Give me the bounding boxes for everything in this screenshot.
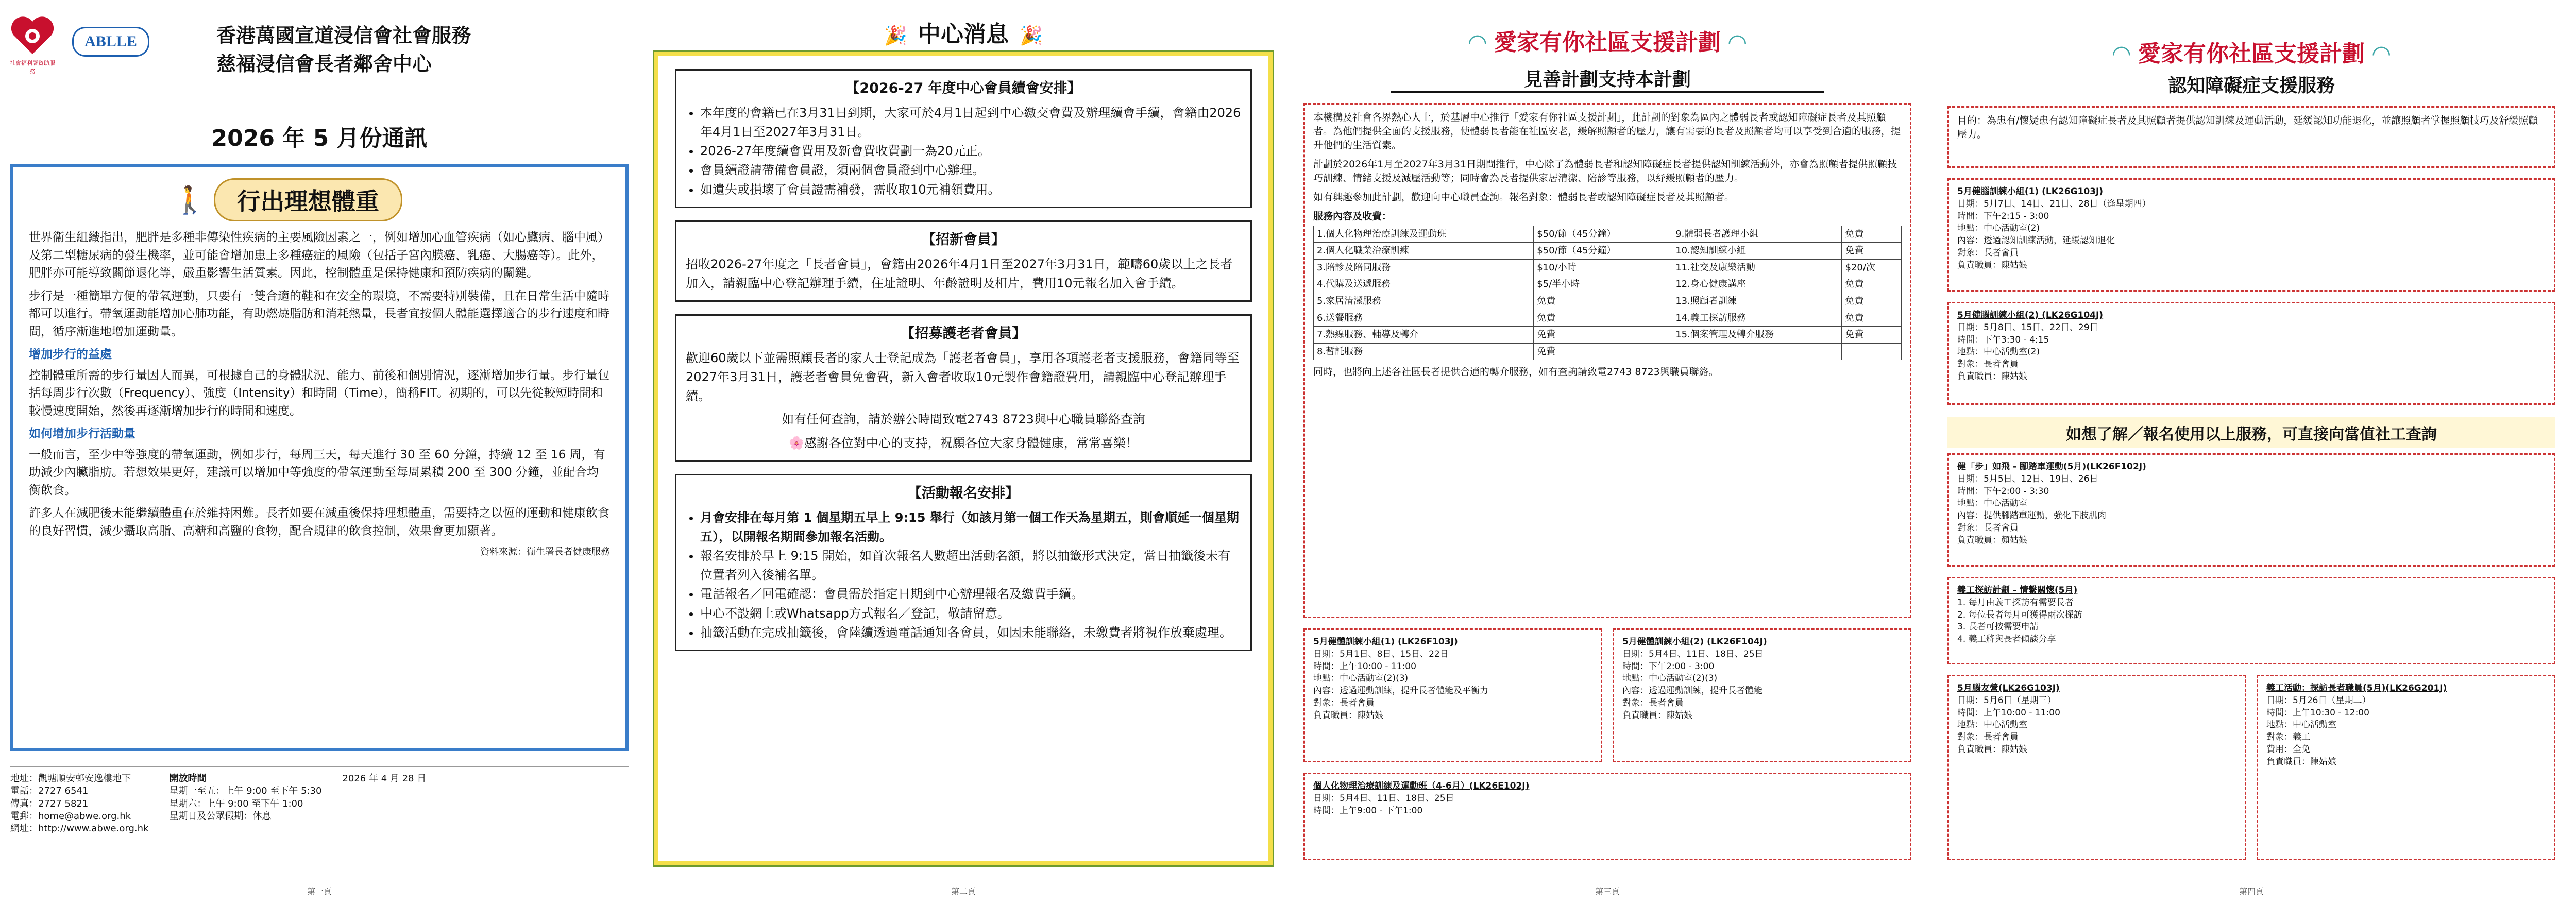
card-title: 健「步」如飛 - 腳踏車運動(5月)(LK26F102J): [1957, 462, 2146, 472]
page-3: [1288, 0, 1927, 904]
services-table-cell: 1.個人化物理治療訓練及運動班: [1314, 226, 1534, 243]
services-table-cell: $5/半小時: [1534, 276, 1672, 293]
card-line: 負責職員：陳姑娘: [1957, 371, 2027, 382]
news-item: • 月會安排在每月第 1 個星期五早上 9:15 舉行（如該月第一個工作天為星期五，則會順延一個星期五），以開報名期間參加報名活動。: [700, 508, 1241, 547]
card-line: 時間：上午10:00 - 11:00: [1957, 707, 2060, 718]
rainbow-icon: ◠: [1728, 29, 1747, 56]
services-table-cell: [1842, 343, 1902, 360]
news-section: [675, 220, 1252, 302]
article-paragraph: 控制體重所需的步行量因人而異，可根據自己的身體狀況、能力、前後和個別情況，逐漸增加步行量。步行量包括每周步行次數（Frequency）、強度（Intensity）和時間（Time），簡稱FIT。初期的，可以先從較短時間和較慢速度開始，然後再逐漸增加步行的時間和速度。: [29, 368, 609, 418]
card-line: 時間：下午2:00 - 3:30: [1957, 486, 2049, 497]
services-table-cell: 4.代購及送遞服務: [1314, 276, 1534, 293]
table-title: 服務內容及收費：: [1313, 210, 1392, 222]
card-line: 地點：中心活動室: [2266, 720, 2336, 730]
card-line: 負責職員：陳姑娘: [1313, 710, 1383, 721]
page-2: [644, 0, 1283, 904]
services-table-row: [1314, 226, 1902, 243]
services-table-cell: 10.認知訓練小組: [1672, 243, 1842, 260]
services-table-cell: $20/次: [1842, 259, 1902, 276]
article-paragraph: 許多人在減肥後未能繼續體重在於維持困難。長者如要在減重後保持理想體重，需要持之以恆的運動和健康飲食的良好習慣，減少攝取高脂、高糖和高鹽的食物，配合規律的飲食控制，效果會更加顯著。: [29, 506, 609, 538]
services-table-cell: $50/節（45分鐘）: [1534, 243, 1672, 260]
card-line: 日期：5月4日、11日、18日、25日: [1313, 793, 1454, 804]
address-line: 地址：觀塘順安邨安逸樓地下: [10, 773, 131, 784]
card-line: 地點：中心活動室(2)(3): [1622, 673, 1718, 684]
open-hours: [169, 773, 321, 835]
services-table-cell: 免費: [1842, 226, 1902, 243]
table-note: 同時，也將向上述各社區長者提供合適的轉介服務，如有查詢請致電2743 8723與職員聯絡。: [1313, 366, 1719, 378]
services-table-cell: 2.個人化職業治療訓練: [1314, 243, 1534, 260]
card-line: 日期：5月7日、14日、21日、28日（逢星期四）: [1957, 198, 2151, 209]
activity-card: [1303, 773, 1911, 860]
card-line: 費用：全免: [2266, 744, 2310, 755]
intro-box: 目的：為患有/懷疑患有認知障礙症長者及其照顧者提供認知訓練及運動活動，延緩認知功能退化，並讓照顧者掌握照顧技巧及舒緩照顧壓力。: [1947, 106, 2555, 168]
rainbow-icon: ◠: [2372, 41, 2391, 67]
firework-icon: 🎉: [884, 25, 907, 46]
services-table-cell: 免費: [1842, 276, 1902, 293]
card-title: 義工活動：探訪長者職員(5月)(LK26G201J): [2266, 683, 2447, 693]
logo-caption: 社會福利署資助服務: [10, 60, 55, 75]
card-line: 對象：義工: [2266, 732, 2310, 743]
contact-block: [10, 766, 629, 835]
services-table-cell: 5.家居清潔服務: [1314, 293, 1534, 310]
services-table-cell: 6.送餐服務: [1314, 310, 1534, 327]
services-table-cell: 13.照顧者訓練: [1672, 293, 1842, 310]
page-number: 第二頁: [951, 886, 976, 896]
card-line: 負責職員：陳姑娘: [1957, 744, 2027, 755]
news-section: [675, 474, 1252, 651]
page3-header: [1288, 24, 1927, 57]
issue-date: 2026 年 4 月 28 日: [342, 773, 427, 784]
activity-card: [1613, 628, 1911, 762]
services-table-cell: 15.個案管理及轉介服務: [1672, 327, 1842, 344]
article-source: 資料來源：衞生署長者健康服務: [480, 547, 610, 557]
news-section-title: 【招新會員】: [922, 231, 1005, 248]
address-line: 網址：http://www.abwe.org.hk: [10, 823, 149, 834]
open-hours-line: 星期日及公眾假期：休息: [169, 810, 272, 822]
card-line: 負責職員：顏姑娘: [1957, 535, 2027, 545]
activity-card: [1303, 628, 1602, 762]
services-table-cell: 7.熱線服務、輔導及轉介: [1314, 327, 1534, 344]
services-table-cell: 免費: [1534, 293, 1672, 310]
news-item: • 中心不設網上或Whatsapp方式報名／登記，敬請留意。: [700, 604, 1241, 623]
card-title: 個人化物理治療訓練及運動班（4-6月）(LK26E102J): [1313, 781, 1530, 791]
org-name: [216, 22, 471, 78]
notice-banner: 如想了解／報名使用以上服務，可直接向當值社工查詢: [1947, 417, 2555, 448]
news-item: • 抽籤活動在完成抽籤後，會陸續透過電話通知各會員，如因未能聯絡，未繳費者將視作放棄處理。: [700, 623, 1241, 642]
card-line: 內容：提供腳踏車運動，強化下肢肌肉: [1957, 510, 2106, 521]
card-line: 日期：5月1日、8日、15日、22日: [1313, 649, 1449, 659]
card-line: 地點：中心活動室(2): [1957, 223, 2040, 234]
article-subheading: 增加步行的益處: [29, 348, 112, 361]
services-table-row: [1314, 327, 1902, 344]
card-title: 5月健腦訓練小組(1) (LK26G103J): [1957, 186, 2104, 197]
services-table-row: [1314, 243, 1902, 260]
services-table-cell: $10/小時: [1534, 259, 1672, 276]
services-table-cell: 12.身心健康講座: [1672, 276, 1842, 293]
article-paragraph: 步行是一種簡單方便的帶氧運動，只要有一雙合適的鞋和在安全的環境，不需要特別裝備，且在日常生活中隨時都可以進行。帶氧運動能增加心肺功能，有助燃燒脂肪和消耗熱量，長者宜按個人體能選擇適合的步行速度和時間，循序漸進地增加運動量。: [29, 289, 609, 338]
open-hours-title: 開放時間: [169, 773, 207, 784]
card-line: 對象：長者會員: [1957, 359, 2019, 370]
news-item: • 如遺失或損壞了會員證需補發，需收取10元補領費用。: [700, 180, 1241, 199]
activity-card: [1947, 178, 2555, 292]
article-box: [10, 164, 629, 751]
card-line: 對象：長者會員: [1957, 732, 2019, 743]
page2-title-bar: [840, 15, 1087, 48]
card-line: 時間：下午2:15 - 3:00: [1957, 211, 2049, 221]
walking-icon: 🚶: [173, 184, 207, 216]
page-4: [1932, 0, 2571, 904]
services-table-row: [1314, 310, 1902, 327]
services-table-cell: 免費: [1842, 243, 1902, 260]
org-name-2: 慈褔浸信會長者鄰舍中心: [216, 53, 432, 76]
activity-card: [2257, 675, 2555, 860]
news-item: • 本年度的會籍已在3月31日到期，大家可於4月1日起到中心繳交會費及辦理續會手續，會籍由2026年4月1日至2027年3月31日。: [700, 104, 1241, 142]
card-title: 5月健體訓練小組(2) (LK26F104J): [1622, 637, 1767, 647]
services-table-cell: 8.暫託服務: [1314, 343, 1534, 360]
news-frame: [654, 52, 1273, 865]
card-line: 內容：透過認知訓練活動，延緩認知退化: [1957, 235, 2115, 246]
services-table-cell: [1672, 343, 1842, 360]
services-table-row: [1314, 259, 1902, 276]
news-section: [675, 69, 1252, 208]
card-line: 內容：透過運動訓練，提升長者體能: [1622, 686, 1762, 696]
card-line: 負責職員：陳姑娘: [2266, 756, 2336, 767]
card-line: 日期：5月8日、15日、22日、29日: [1957, 322, 2098, 333]
services-table-cell: 3.陪診及陪同服務: [1314, 259, 1534, 276]
card-line: 對象：長者會員: [1957, 247, 2019, 258]
card-title: 5月腦友營(LK26G103J): [1957, 683, 2060, 693]
ablle-logo-text: ABLLE: [84, 33, 137, 50]
card-line: 負責職員：陳姑娘: [1957, 260, 2027, 270]
ablle-logo: [72, 27, 149, 57]
card-line: 3. 長者可按需要申請: [1957, 622, 2039, 633]
newsletter-title: 2026 年 5 月份通訊: [211, 125, 428, 151]
card-line: 對象：長者會員: [1313, 697, 1375, 708]
page4-header-text: 愛家有你社區支援計劃: [2138, 41, 2365, 67]
flower-icon: 🌸: [789, 435, 804, 450]
news-body: 歡迎60歲以下並需照顧長者的家人士登記成為「護老者會員」，享用各項護老者支援服務，會籍同等至2027年3月31日，護老者會員免會費，新入會者收取10元製作會籍證費用，請親臨中心登記辦理手續。: [686, 350, 1240, 404]
firework-icon: 🎉: [1020, 25, 1043, 46]
card-line: 地點：中心活動室(2): [1957, 347, 2040, 357]
program-intro: [1303, 103, 1911, 618]
article-subheading: 如何增加步行活動量: [29, 427, 135, 440]
card-line: 日期：5月26日（星期二）: [2266, 695, 2371, 706]
news-section-title: 【招募護老者會員】: [901, 326, 1026, 342]
open-hours-line: 星期六：上午 9:00 至下午 1:00: [169, 798, 303, 809]
card-line: 日期：5月5日、12日、19日、26日: [1957, 473, 2098, 484]
address-list: [10, 773, 148, 835]
card-title: 5月健體訓練小組(1) (LK26F103J): [1313, 637, 1458, 647]
card-line: 內容：透過運動訓練，提升長者體能及平衡力: [1313, 686, 1488, 696]
news-section: [675, 314, 1252, 462]
services-table-cell: 免費: [1842, 327, 1902, 344]
news-body: 招收2026-27年度之「長者會員」，會籍由2026年4月1日至2027年3月31日，範疇60歲以上之長者加入，請親臨中心登記辦理手續，住址證明、年齡證明及相片，費用10元報名加入會手續。: [686, 257, 1233, 291]
page-1: [0, 0, 639, 904]
rainbow-icon: ◠: [2112, 41, 2130, 67]
news-item: • 報名安排於早上 9:15 開始，如首次報名人數超出活動名額，將以抽籤形式決定，當日抽籤後未有位置者列入後補名單。: [700, 547, 1241, 585]
address-line: 電話：2727 6541: [10, 786, 89, 797]
open-hours-line: 星期一至五：上午 9:00 至下午 5:30: [169, 786, 322, 797]
services-table-cell: 11.社交及康樂活動: [1672, 259, 1842, 276]
services-table-row: [1314, 343, 1902, 360]
card-line: 時間：上午10:00 - 11:00: [1313, 661, 1416, 672]
org-logo: [9, 15, 56, 75]
news-body: 如有任何查詢，請於辦公時間致電2743 8723與中心職員聯絡查詢: [782, 412, 1145, 427]
card-line: 時間：下午2:00 - 3:00: [1622, 661, 1715, 672]
page-number: 第四頁: [2239, 886, 2264, 896]
services-table-cell: $50/節（45分鐘）: [1534, 226, 1672, 243]
page-number: 第一頁: [307, 886, 332, 896]
card-line: 2. 每位長者每月可獲得兩次探訪: [1957, 609, 2082, 620]
article-paragraph: 世界衞生組織指出，肥胖是多種非傳染性疾病的主要風險因素之一，例如增加心血管疾病（如心臟病、腦中風）及第二型糖尿病的發生機率，並可能會增加患上多種癌症的風險（包括子宮內膜癌、乳癌、大腸癌等）。此外，肥胖亦可能導致關節退化等，嚴重影響生活質素。因此，控制體重是保持健康和預防疾病的關鍵。: [29, 231, 609, 280]
page3-subtitle: 見善計劃支持本計劃: [1391, 65, 1824, 93]
card-line: 時間：上午9:00 - 下午1:00: [1313, 805, 1423, 816]
page2-title: 中心消息: [918, 21, 1009, 47]
page4-header: [1932, 35, 2571, 68]
article-paragraph: 一般而言，至少中等強度的帶氧運動，例如步行，每周三天，每天進行 30 至 60 分鐘，持續 12 至 16 周，有助減少內臟脂肪。若想效果更好，建議可以增加中等強度的帶氧運動至每周累積 200 至 300 分鐘，並配合均衡飲食。: [29, 448, 605, 497]
card-line: 時間：下午3:30 - 4:15: [1957, 334, 2049, 345]
card-line: 負責職員：陳姑娘: [1622, 710, 1692, 721]
address-line: 電郵：home@abwe.org.hk: [10, 810, 131, 822]
news-section-title: 【活動報名安排】: [908, 485, 1019, 501]
article-heading: [173, 178, 610, 221]
services-table: [1313, 226, 1902, 360]
intro-text: 如有興趣參加此計劃，歡迎向中心職員查詢。報名對象：體弱長者或認知障礙症長者及其照顧者。: [1313, 191, 1735, 203]
card-line: 對象：長者會員: [1957, 522, 2019, 533]
heart-logo-icon: [9, 15, 56, 57]
card-line: 1. 每月由義工探訪有需要長者: [1957, 597, 2074, 608]
services-table-row: [1314, 276, 1902, 293]
services-table-cell: 9.體弱長者護理小組: [1672, 226, 1842, 243]
activity-card: [1947, 675, 2246, 860]
intro-text: 計劃於2026年1月至2027年3月31日期間推行，中心除了為體弱長者和認知障礙症長者提供認知訓練活動外，亦會為照顧者提供照顧技巧訓練、情緒支援及減壓活動等；同時會為長者提供家居清潔、陪診等服務，以紓緩照顧者的壓力。: [1313, 158, 1897, 184]
services-table-cell: 免費: [1534, 310, 1672, 327]
org-name-1: 香港萬國宣道浸信會社會服務: [216, 24, 471, 47]
page3-header-text: 愛家有你社區支援計劃: [1494, 29, 1721, 56]
card-line: 日期：5月6日（星期三）: [1957, 695, 2056, 706]
rainbow-icon: ◠: [1468, 29, 1486, 56]
thanks-text: 感謝各位對中心的支持，祝願各位大家身體健康，常常喜樂！: [804, 435, 1138, 450]
card-title: 5月健腦訓練小組(2) (LK26G104J): [1957, 310, 2104, 320]
news-item: • 2026-27年度續會費用及新會費收費劃一為20元正。: [700, 142, 1241, 161]
card-line: 地點：中心活動室(2)(3): [1313, 673, 1409, 684]
news-item: • 會員續證請帶備會員證，須兩個會員證到中心辦理。: [700, 161, 1241, 180]
services-table-cell: 免費: [1534, 343, 1672, 360]
page4-subtitle: 認知障礙症支援服務: [2167, 75, 2335, 96]
activity-card: [1947, 453, 2555, 567]
card-line: 對象：長者會員: [1622, 697, 1684, 708]
article-title: 行出理想體重: [214, 178, 402, 221]
card-line: 日期：5月4日、11日、18日、25日: [1622, 649, 1764, 659]
card-line: 地點：中心活動室: [1957, 720, 2027, 730]
news-section-title: 【2026-27 年度中心會員續會安排】: [845, 80, 1081, 96]
activity-card: [1947, 577, 2555, 664]
address-line: 傳真：2727 5821: [10, 798, 89, 809]
services-table-cell: 免費: [1842, 293, 1902, 310]
services-table-row: [1314, 293, 1902, 310]
services-table-cell: 免費: [1842, 310, 1902, 327]
news-item: • 電話報名／回電確認：會員需於指定日期到中心辦理報名及繳費手續。: [700, 585, 1241, 604]
card-line: 時間：上午10:30 - 12:00: [2266, 707, 2369, 718]
services-table-cell: 14.義工探訪服務: [1672, 310, 1842, 327]
page-number: 第三頁: [1595, 886, 1620, 896]
news-thanks: [686, 434, 1241, 453]
card-line: 4. 義工將與長者傾談分享: [1957, 634, 2056, 645]
activity-card: [1947, 302, 2555, 405]
card-line: 地點：中心活動室: [1957, 498, 2027, 509]
services-table-cell: 免費: [1534, 327, 1672, 344]
intro-text: 本機構及社會各界熱心人士，於基層中心推行「愛家有你社區支援計劃」，此計劃的對象為區內之體弱長者或認知障礙症長者及其照顧者。為他們提供全面的支援服務，使體弱長者能在社區安老，緩解照顧者的壓力，讓有需要的長者及照顧者均可以享受到合適的服務，提升他們的生活質素。: [1313, 112, 1901, 151]
card-title: 義工探訪計劃 - 情繫關懷(5月): [1957, 585, 2078, 595]
